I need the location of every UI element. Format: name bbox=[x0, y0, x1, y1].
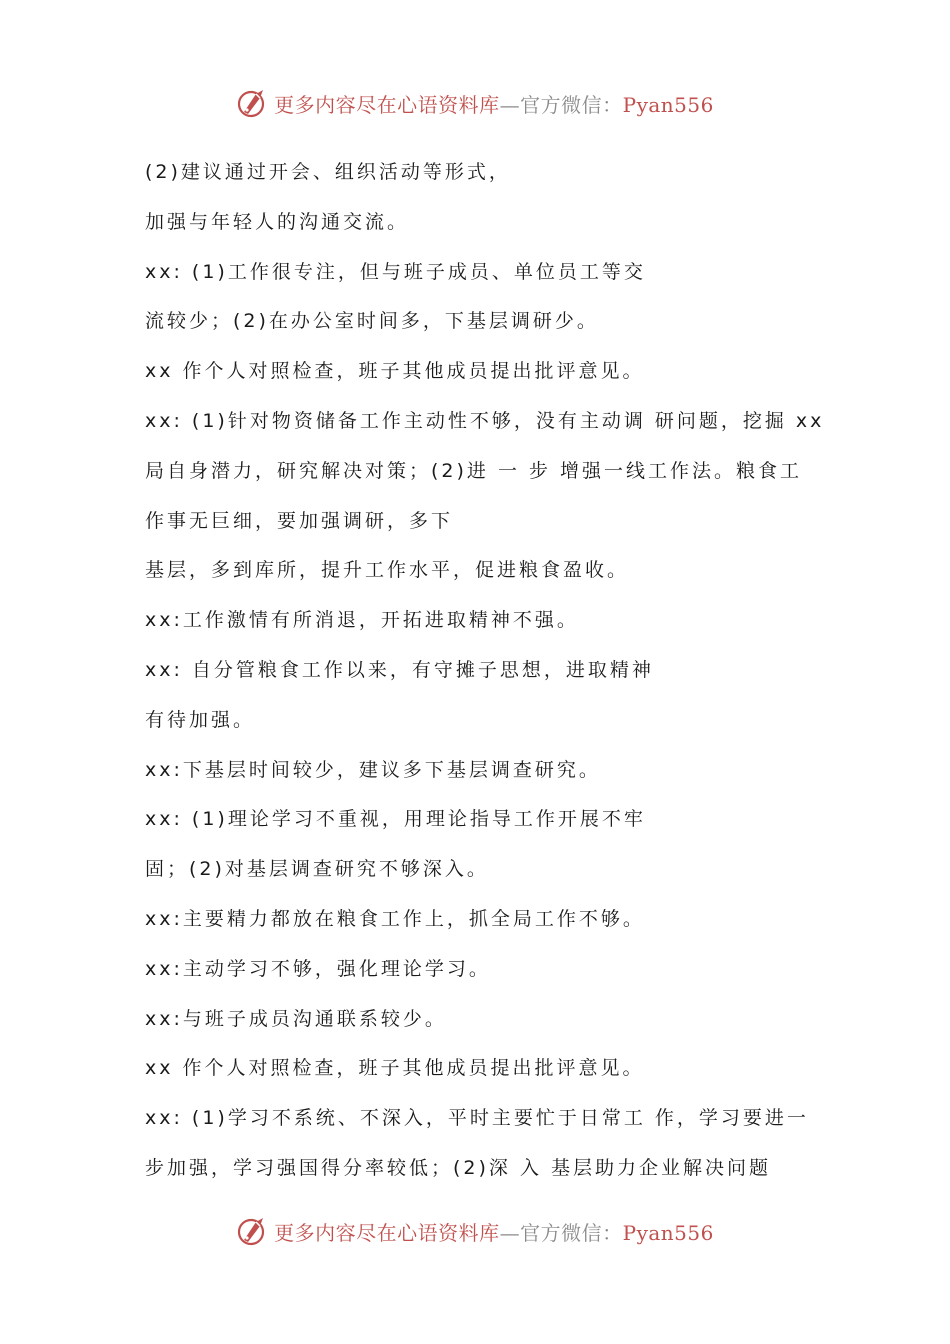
body-line: 作事无巨细，要加强调研，多下 bbox=[145, 509, 454, 532]
body-line: xx: (1)理论学习不重视，用理论指导工作开展不牢 bbox=[145, 808, 646, 831]
body-line: 步加强，学习强国得分率较低；(2)深 入 基层助力企业解决问题 bbox=[145, 1156, 771, 1179]
header-banner bbox=[0, 83, 950, 123]
header-dash: — bbox=[499, 92, 521, 117]
body-line: 固；(2)对基层调查研究不够深入。 bbox=[145, 858, 489, 881]
body-line: 基层，多到库所，提升工作水平，促进粮食盈收。 bbox=[145, 559, 630, 582]
body-line: 局自身潜力，研究解决对策；(2)进 一 步 增强一线工作法。粮食工 bbox=[145, 459, 803, 482]
footer-banner-text bbox=[274, 1217, 714, 1246]
header-brand-text: 更多内容尽在心语资料库 bbox=[274, 92, 500, 117]
footer-dash: — bbox=[499, 1220, 521, 1245]
body-line: 有待加强。 bbox=[145, 708, 256, 731]
body-line: xx 作个人对照检查，班子其他成员提出批评意见。 bbox=[145, 1057, 645, 1080]
body-line: xx:与班子成员沟通联系较少。 bbox=[145, 1007, 447, 1030]
body-line: xx:工作激情有所消退，开拓进取精神不强。 bbox=[145, 609, 579, 632]
header-wechat-label: 官方微信： bbox=[520, 92, 623, 117]
footer-brand-text: 更多内容尽在心语资料库 bbox=[274, 1220, 500, 1245]
body-line: xx: 自分管粮食工作以来，有守摊子思想，进取精神 bbox=[145, 658, 654, 681]
pen-nib-logo-icon bbox=[236, 1214, 270, 1248]
body-line: xx: (1)针对物资储备工作主动性不够，没有主动调 研问题，挖掘 xx bbox=[145, 409, 825, 432]
body-line: xx:主动学习不够，强化理论学习。 bbox=[145, 957, 491, 980]
body-line: (2)建议通过开会、组织活动等形式， bbox=[145, 161, 511, 183]
footer-wechat-id: Pyan556 bbox=[622, 1220, 714, 1245]
body-line: xx:主要精力都放在粮食工作上，抓全局工作不够。 bbox=[145, 907, 645, 930]
header-banner-text bbox=[274, 89, 714, 118]
body-line: xx: (1)工作很专注，但与班子成员、单位员工等交 bbox=[145, 260, 646, 283]
body-line: xx 作个人对照检查，班子其他成员提出批评意见。 bbox=[145, 360, 645, 383]
footer-wechat-label: 官方微信： bbox=[520, 1220, 623, 1245]
body-line: 加强与年轻人的沟通交流。 bbox=[145, 210, 410, 233]
document-body bbox=[145, 148, 825, 1194]
pen-nib-logo-icon bbox=[236, 86, 270, 120]
body-line: xx:下基层时间较少，建议多下基层调查研究。 bbox=[145, 758, 601, 781]
footer-banner bbox=[0, 1211, 950, 1251]
body-line: 流较少；(2)在办公室时间多，下基层调研少。 bbox=[145, 310, 599, 333]
body-line: xx: (1)学习不系统、不深入，平时主要忙于日常工 作，学习要进一 bbox=[145, 1107, 809, 1130]
header-wechat-id: Pyan556 bbox=[622, 92, 714, 117]
